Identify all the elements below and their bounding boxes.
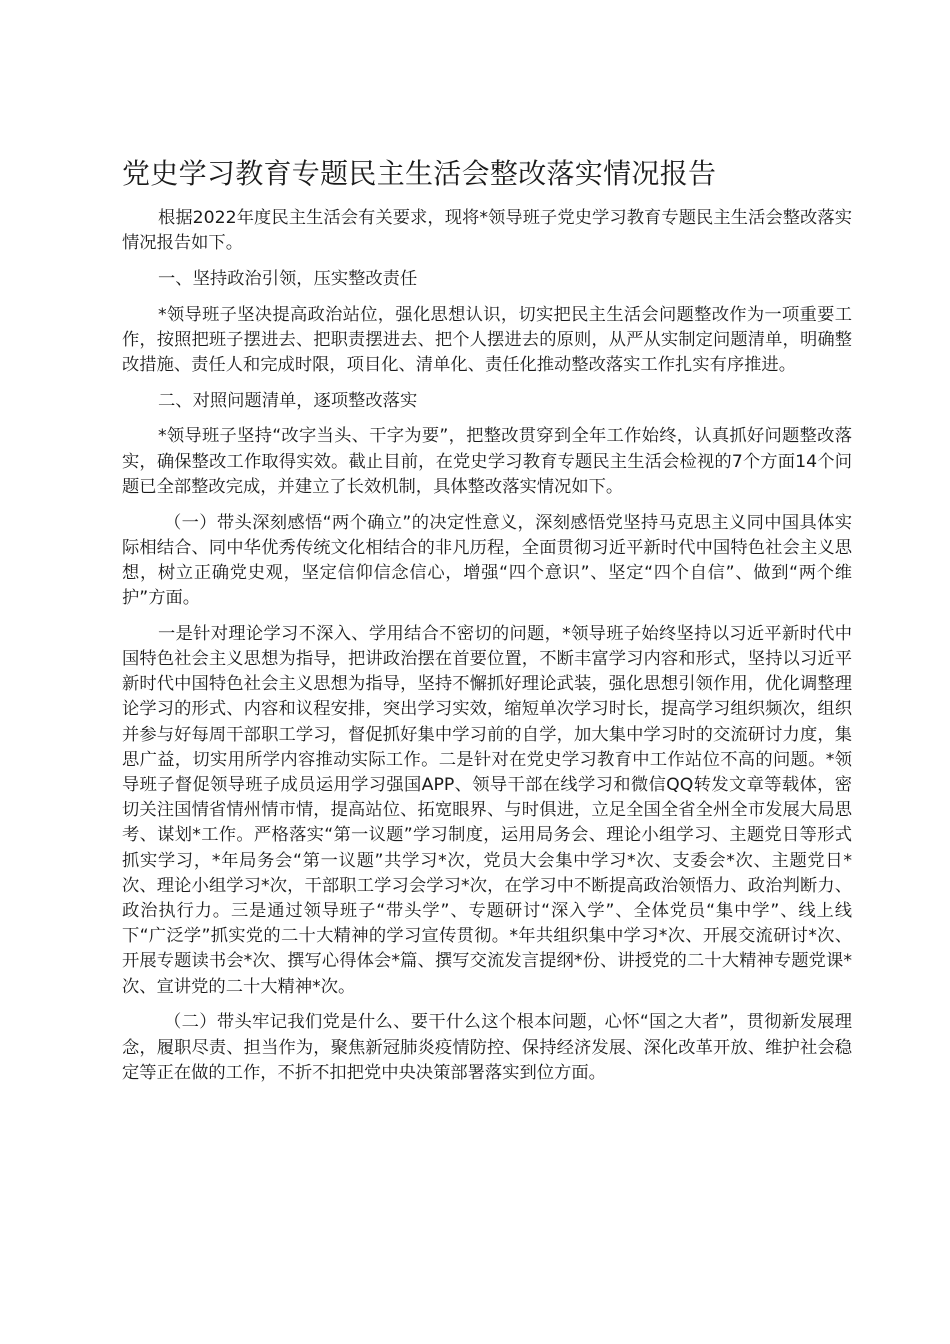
- subsection-heading-2: （二）带头牢记我们党是什么、要干什么这个根本问题，心怀“国之大者”，贯彻新发展理念，履职尽责、担当作为，聚焦新冠肺炎疫情防控、保持经济发展、深化改革开放、维护社会稳定等正在做的工作，不折不扣把党中央决策部署落实到位方面。: [122, 1012, 852, 1083]
- section-heading-2: 二、对照问题清单，逐项整改落实: [158, 390, 418, 411]
- intro-paragraph: 根据2022年度民主生活会有关要求，现将*领导班子党史学习教育专题民主生活会整改落实情况报告如下。: [122, 208, 852, 254]
- document-page: [122, 150, 852, 1097]
- section-heading-1: 一、坚持政治引领，压实整改责任: [158, 268, 418, 289]
- section-1-paragraph: *领导班子坚决提高政治站位，强化思想认识，切实把民主生活会问题整改作为一项重要工作，按照把班子摆进去、把职责摆进去、把个人摆进去的原则，从严从实制定问题清单，明确整改措施、责任人和完成时限，项目化、清单化、责任化推动整改落实工作扎实有序推进。: [122, 304, 852, 376]
- subsection-heading-1: （一）带头深刻感悟“两个确立”的决定性意义，深刻感悟党坚持马克思主义同中国具体实际相结合、同中华优秀传统文化相结合的非凡历程，全面贯彻习近平新时代中国特色社会主义思想，树立正确党史观，坚定信仰信念信心，增强“四个意识”、坚定“四个自信”、做到“两个维护”方面。: [122, 512, 852, 609]
- document-title: 党史学习教育专题民主生活会整改落实情况报告: [122, 157, 717, 190]
- subsection-1-body: 一是针对理论学习不深入、学用结合不密切的问题，*领导班子始终坚持以习近平新时代中国特色社会主义思想为指导，把讲政治摆在首要位置，不断丰富学习内容和形式，坚持以习近平新时代中国特色社会主义思想为指导，坚持不懈抓好理论武装，强化思想引领作用，优化调整理论学习的形式、内容和议程安排，突出学习实效，缩短单次学习时长，提高学习组织频次，组织并参与好每周干部职工学习，督促抓好集中学习前的自学，加大集中学习时的交流研讨力度，集思广益，切实用所学内容推动实际工作。二是针对在党史学习教育中工作站位不高的问题。*领导班子督促领导班子成员运用学习强国APP、领导干部在线学习和微信QQ转发文章等载体，密切关注国情省情州情市情，提高站位、拓宽眼界、与时俱进，立足全国全省全州全市发展大局思考、谋划*工作。严格落实“第一议题”学习制度，运用局务会、理论小组学习、主题党日等形式抓实学习，*年局务会“第一议题”共学习*次，党员大会集中学习*次、支委会*次、主题党日*次、理论小组学习*次，干部职工学习会学习*次，在学习中不断提高政治领悟力、政治判断力、政治执行力。三是通过领导班子“带头学”、专题研讨“深入学”、全体党员“集中学”、线上线下“广泛学”抓实党的二十大精神的学习宣传贯彻。*年共组织集中学习*次、开展交流研讨*次、开展专题读书会*次、撰写心得体会*篇、撰写交流发言提纲*份、讲授党的二十大精神专题党课*次、宣讲党的二十大精神*次。: [122, 623, 852, 997]
- section-2-paragraph: *领导班子坚持“改字当头、干字为要”，把整改贯穿到全年工作始终，认真抓好问题整改落实，确保整改工作取得实效。截止目前，在党史学习教育专题民主生活会检视的7个方面14个问题已全部整改完成，并建立了长效机制，具体整改落实情况如下。: [122, 426, 852, 497]
